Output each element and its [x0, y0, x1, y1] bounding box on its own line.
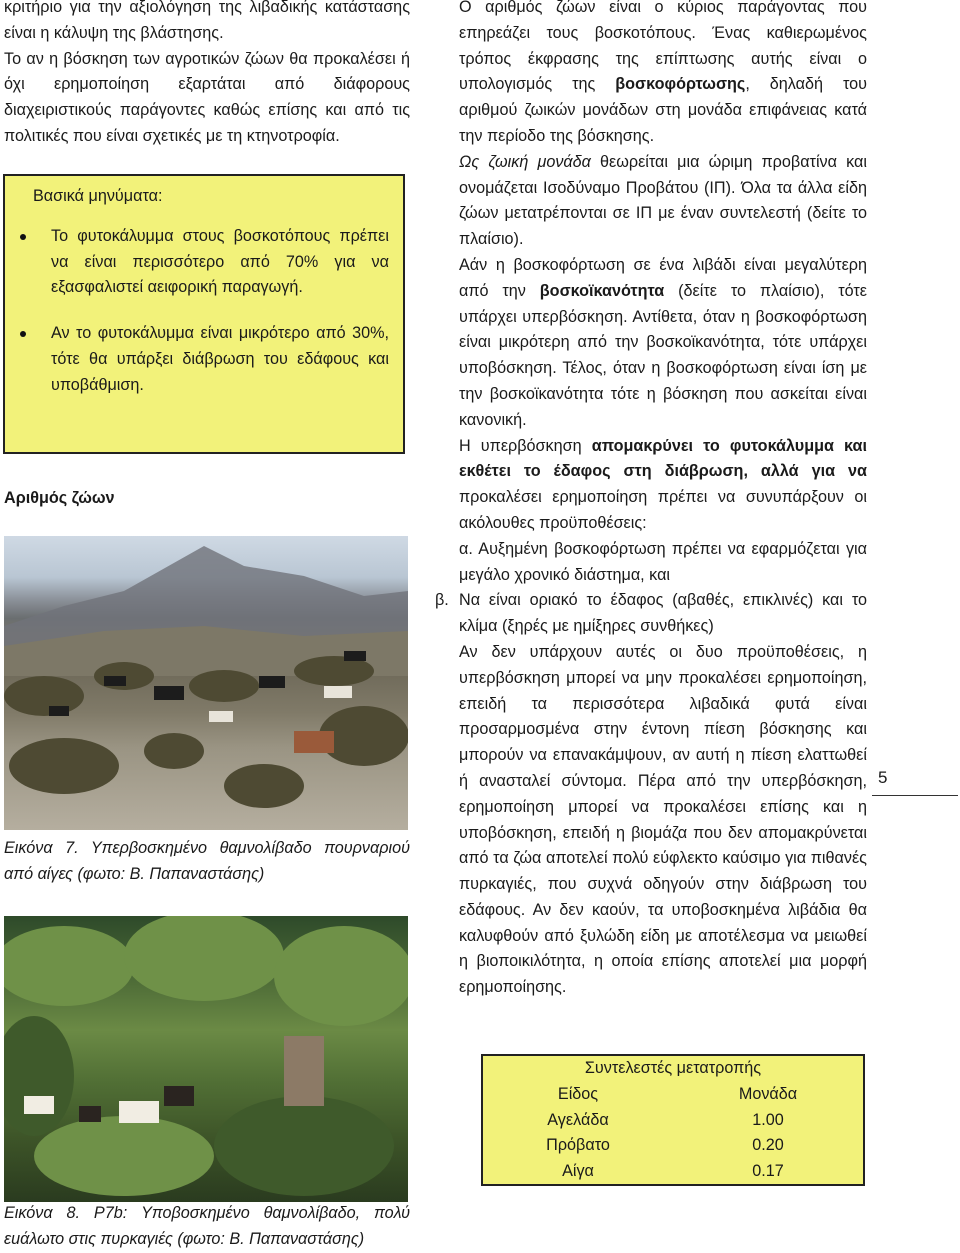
landscape-goats-image	[4, 536, 408, 830]
table-row	[483, 1108, 863, 1134]
list-item-a: α. Αυξημένη βοσκοφόρτωση πρέπει να εφαρμόζεται για μεγάλο χρονικό διάστημα, και	[459, 539, 867, 584]
page-number: 5	[878, 768, 888, 787]
table-header: Μονάδα	[738, 1084, 798, 1103]
list-item-b: β. Να είναι οριακό το έδαφος (αβαθές, επικλινές) και το κλίμα (ξηρές με ημίξηρες συνθήκες)	[435, 591, 867, 636]
table-cell: Πρόβατο	[546, 1136, 610, 1155]
section-heading: Αριθμός ζώων	[4, 489, 115, 507]
table-cell: 0.17	[752, 1162, 784, 1181]
key-messages-box	[3, 174, 405, 454]
right-column	[435, 0, 868, 1001]
right-paragraph-5: Αν δεν υπάρχουν αυτές οι δυο προϋποθέσεις, η υπερβόσκηση μπορεί να μην προκαλέσει ερημοποίηση, επειδή τα περισσότερα λιβαδικά φυτά είναι προσαρμοσμένα στην έντονη πίεση βόσκησης και μπορούν να επανακάμψουν, αν αυτή η πίεση ελαττωθεί ή ανασταλεί σύντομα. Πέρα από την υπερβόσκηση, ερημοποίηση μπορεί να προκαλέσει επίσης και η υποβόσκηση, επειδή η βιομάζα που δεν απομακρύνεται από τα ζώα αποτελεί πολύ εύφλεκτο καύσιμο για πιθανές πυρκαγιές, που συχνά οδηγούν στην διάβρωση του εδάφους. Αν δεν καούν, τα υποβοσκημένα λιβάδια θα καλυφθούν από ξυλώδη είδη με αποτέλεσμα να μειωθεί η βιοποικιλότητα, η οποία επίσης αποτελεί μια μορφή ερημοποίησης.	[459, 642, 867, 997]
right-paragraph-4: Η υπερβόσκηση απομακρύνει το φυτοκάλυμμα και εκθέτει το έδαφος στη διάβρωση, αλλά για να προκαλέσει ερημοποίηση πρέπει να συνυπάρξουν οι ακόλουθες προϋποθέσεις:	[459, 436, 867, 532]
left-column	[4, 0, 410, 150]
table-cell: Αίγα	[562, 1162, 594, 1181]
table-header: Είδος	[557, 1084, 599, 1103]
conversion-table	[481, 1054, 865, 1186]
left-paragraph-1: κριτήριο για την αξιολόγηση της λιβαδικής κατάστασης είναι η κάλυψη της βλάστησης.	[4, 0, 410, 42]
right-paragraph-2: Ως ζωική μονάδα θεωρείται μια ώριμη προβατίνα και ονομάζεται Ισοδύναμο Προβάτου (ΙΠ). Όλα τα άλλα είδη ζώων μετατρέπονται σε ΙΠ με έναν συντελεστή (δείτε το πλαίσιο).	[459, 152, 867, 249]
figure-8-photo	[4, 916, 408, 1202]
figure-7-photo	[4, 536, 408, 830]
key-message-item: Αν το φυτοκάλυμμα είναι μικρότερο από 30%, τότε θα υπάρξει διάβρωση του εδάφους και υποβάθμιση.	[19, 321, 389, 398]
key-message-item: Το φυτοκάλυμμα στους βοσκοτόπους πρέπει να είναι περισσότερο από 70% για να εξασφαλιστεί αειφορική παραγωγή.	[19, 224, 389, 301]
right-paragraph-3: Αάν η βοσκοφόρτωση σε ένα λιβάδι είναι μεγαλύτερη από την βοσκοϊκανότητα (δείτε το πλαίσιο), τότε υπάρχει υπερβόσκηση. Αντίθετα, όταν η βοσκοφόρτωση είναι μικρότερη από την βοσκοϊκανότητα, τότε υπάρχει υποβόσκηση. Τέλος, όταν η βοσκοφόρτωση είναι ίση με την βοσκοϊκανότητα τότε η βόσκηση που ασκείται είναι κανονική.	[459, 255, 867, 429]
table-row	[483, 1133, 863, 1159]
table-cell: Αγελάδα	[547, 1110, 609, 1129]
figure-8-caption: Εικόνα 8. P7b: Υποβοσκημένο θαμνολίβαδο, πολύ εuάλωτο στις πυρκαγιές (φωτο: Β. Παπαναστάσης)	[4, 1204, 410, 1248]
table-header-row	[483, 1082, 863, 1108]
left-paragraph-2: Το αν η βόσκηση των αγροτικών ζώων θα προκαλέσει ή όχι ερημοποίηση εξαρτάται από διάφορους διαχειριστικούς παράγοντες καθώς επίσης και από τις πολιτικές που είναι σχετικές με τη κτηνοτροφία.	[4, 49, 410, 145]
table-cell: 1.00	[752, 1110, 784, 1129]
conversion-table-title: Συντελεστές μετατροπής	[584, 1059, 762, 1077]
page-number-rule	[872, 795, 958, 796]
table-row	[483, 1159, 863, 1185]
right-paragraph-1: Ο αριθμός ζώων είναι ο κύριος παράγοντας που επηρεάζει τους βοσκοτόπους. Ένας καθιερωμένος τρόπος έκφρασης της επίπτωσης αυτής είναι ο υπολογισμός της βοσκοφόρτωσης, δηλαδή του αριθμού ζωικών μονάδων στη μονάδα επιφάνειας κατά την περίοδο της βόσκησης.	[459, 0, 868, 145]
shrubland-goats-image	[4, 916, 408, 1202]
table-cell: 0.20	[752, 1136, 784, 1155]
key-messages-title: Βασικά μηνύματα:	[33, 187, 163, 205]
figure-7-caption: Εικόνα 7. Υπερβοσκημένο θαμνολίβαδο πουρναριού από αίγες (φωτο: Β. Παπαναστάσης)	[4, 839, 410, 883]
